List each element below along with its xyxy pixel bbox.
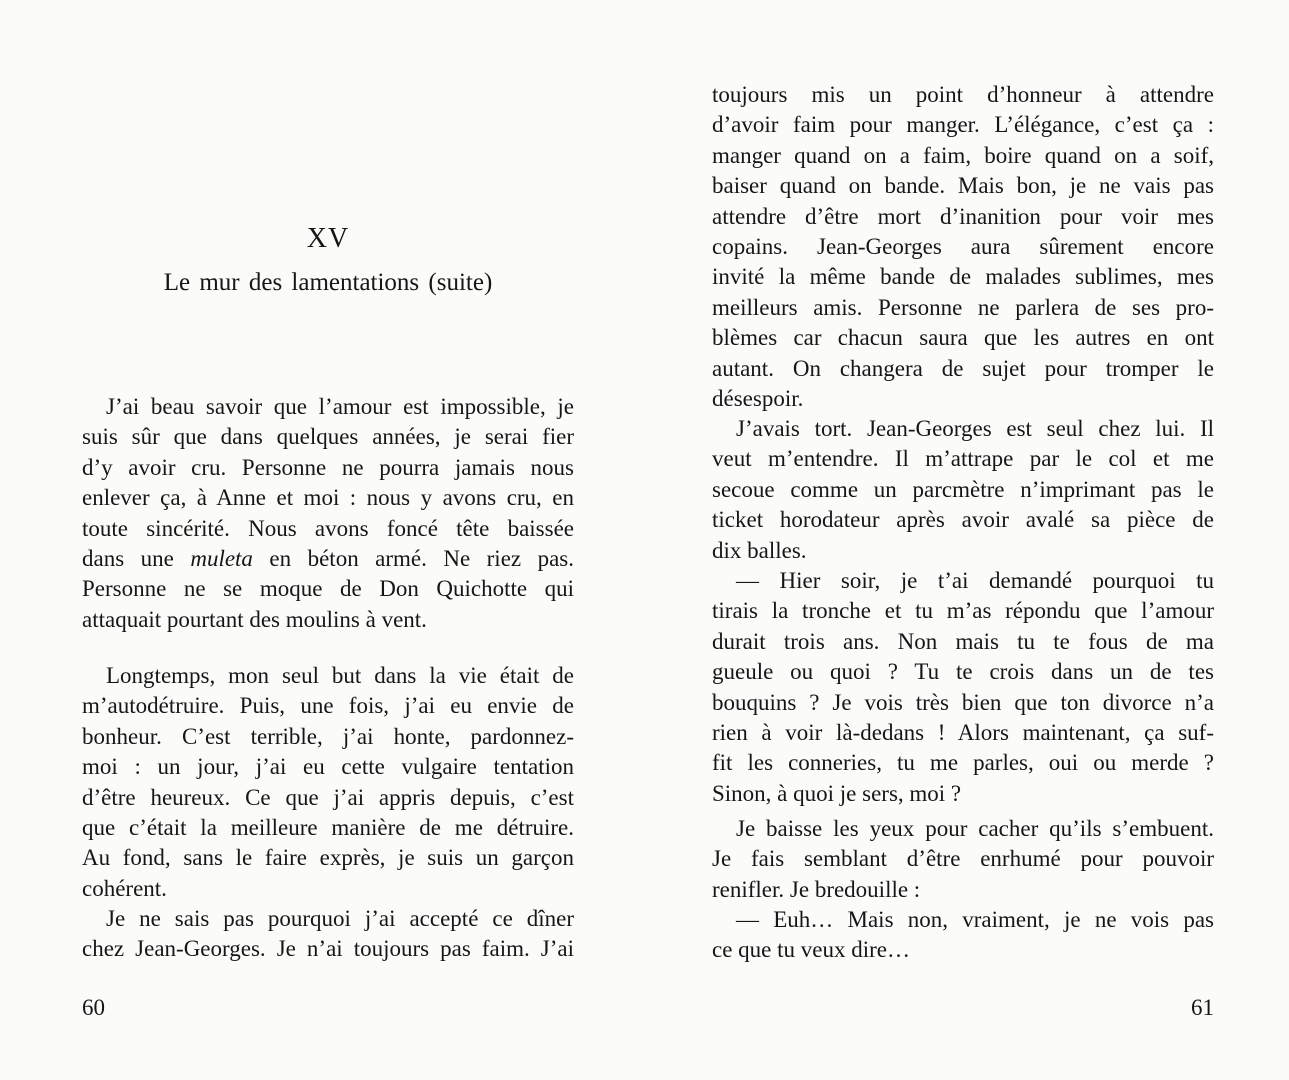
text-line: désespoir. xyxy=(712,385,804,411)
text-line: attendre d’être mort d’inanition pour voir mes xyxy=(712,203,1214,229)
text-line: copains. Jean-Georges aura sûrement encore xyxy=(712,233,1214,259)
text-line: d’être heureux. Ce que j’ai appris depuis, c’est xyxy=(82,784,574,810)
text-line: Je ne sais pas pourquoi j’ai accepté ce dîner xyxy=(106,906,574,931)
text-line: ce que tu veux dire… xyxy=(712,937,910,963)
text-line: attaquait pourtant des moulins à vent. xyxy=(82,606,427,632)
text-line: fit les conneries, tu me parles, oui ou merde ? xyxy=(712,750,1214,776)
page-number: 61 xyxy=(1191,995,1214,1020)
text-line: J’ai beau savoir que l’amour est impossible, je xyxy=(106,394,574,419)
paragraph xyxy=(712,814,1214,905)
text-line: que c’était la meilleure manière de me détruire. xyxy=(82,814,574,840)
text-line: dix balles. xyxy=(712,537,807,563)
text-line: toute sincérité. Nous avons foncé tête baissée xyxy=(82,515,574,541)
text-line: cohérent. xyxy=(82,875,167,901)
text-line: Personne ne se moque de Don Quichotte qui xyxy=(82,576,574,602)
text-line: Je fais semblant d’être enrhumé pour pouvoir xyxy=(712,846,1214,872)
italic-word: muleta xyxy=(190,545,253,571)
text-line: autant. On changera de sujet pour tromper le xyxy=(712,355,1214,381)
dialogue-paragraph xyxy=(712,566,1214,809)
text-line: — Euh… Mais non, vraiment, je ne vois pas xyxy=(736,907,1214,932)
dialogue-paragraph xyxy=(712,905,1214,966)
text-line: renifler. Je bredouille : xyxy=(712,876,921,902)
text-line: gueule ou quoi ? Tu te crois dans un de tes xyxy=(712,659,1214,685)
paragraph xyxy=(712,80,1214,414)
text-line: m’autodétruire. Puis, une fois, j’ai eu envie de xyxy=(82,693,574,719)
chapter-title: Le mur des lamentations (suite) xyxy=(163,269,493,296)
text-line: bonheur. C’est terrible, j’ai honte, pardonnez- xyxy=(82,723,574,749)
paragraph xyxy=(82,392,574,635)
text-line: — Hier soir, je t’ai demandé pourquoi tu xyxy=(736,568,1214,593)
chapter-number: XV xyxy=(306,223,350,254)
text-line: d’avoir faim pour manger. L’élégance, c’est ça : xyxy=(712,112,1214,138)
text-line: Longtemps, mon seul but dans la vie était de xyxy=(106,663,574,688)
text-line: manger quand on a faim, boire quand on a soif, xyxy=(712,142,1214,168)
paragraph xyxy=(712,414,1214,566)
text-line: veut m’entendre. Il m’attrape par le col et me xyxy=(712,446,1214,472)
text-line: chez Jean-Georges. Je n’ai toujours pas faim. J’ai xyxy=(82,936,574,962)
text-line: ticket horodateur après avoir avalé sa pièce de xyxy=(712,507,1214,533)
text-line: J’avais tort. Jean-Georges est seul chez lui. Il xyxy=(736,416,1214,441)
text-line: toujours mis un point d’honneur à attendre xyxy=(712,82,1214,107)
text-line: dans une muleta en béton armé. Ne riez pas. xyxy=(82,545,575,571)
text-line: rien à voir là-dedans ! Alors maintenant, ça suf- xyxy=(712,719,1214,745)
text-line: moi : un jour, j’ai eu cette vulgaire tentation xyxy=(82,754,574,780)
page-number: 60 xyxy=(82,995,105,1020)
text-line: invité la même bande de malades sublimes, mes xyxy=(712,264,1214,290)
text-line: suis sûr que dans quelques années, je serai fier xyxy=(82,424,574,450)
text-line: secoue comme un parcmètre n’imprimant pas le xyxy=(712,476,1214,502)
text-line: bouquins ? Je vois très bien que ton divorce n’a xyxy=(712,689,1214,715)
text-line: enlever ça, à Anne et moi : nous y avons cru, en xyxy=(82,485,574,511)
text-line: baiser quand on bande. Mais bon, je ne vais pas xyxy=(712,173,1214,199)
text-line: tirais la tronche et tu m’as répondu que l’amour xyxy=(712,598,1214,624)
text-line: d’y avoir cru. Personne ne pourra jamais nous xyxy=(82,454,574,480)
text-line: Je baisse les yeux pour cacher qu’ils s’embuent. xyxy=(736,816,1214,841)
text-line: meilleurs amis. Personne ne parlera de ses pro- xyxy=(712,294,1214,320)
text-line: Au fond, sans le faire exprès, je suis un garçon xyxy=(82,845,574,871)
text-line: blèmes car chacun saura que les autres en ont xyxy=(712,325,1214,351)
text-line: Sinon, à quoi je sers, moi ? xyxy=(712,780,962,806)
text-line: durait trois ans. Non mais tu te fous de ma xyxy=(712,628,1214,654)
paragraph xyxy=(82,661,574,904)
paragraph xyxy=(82,904,574,965)
